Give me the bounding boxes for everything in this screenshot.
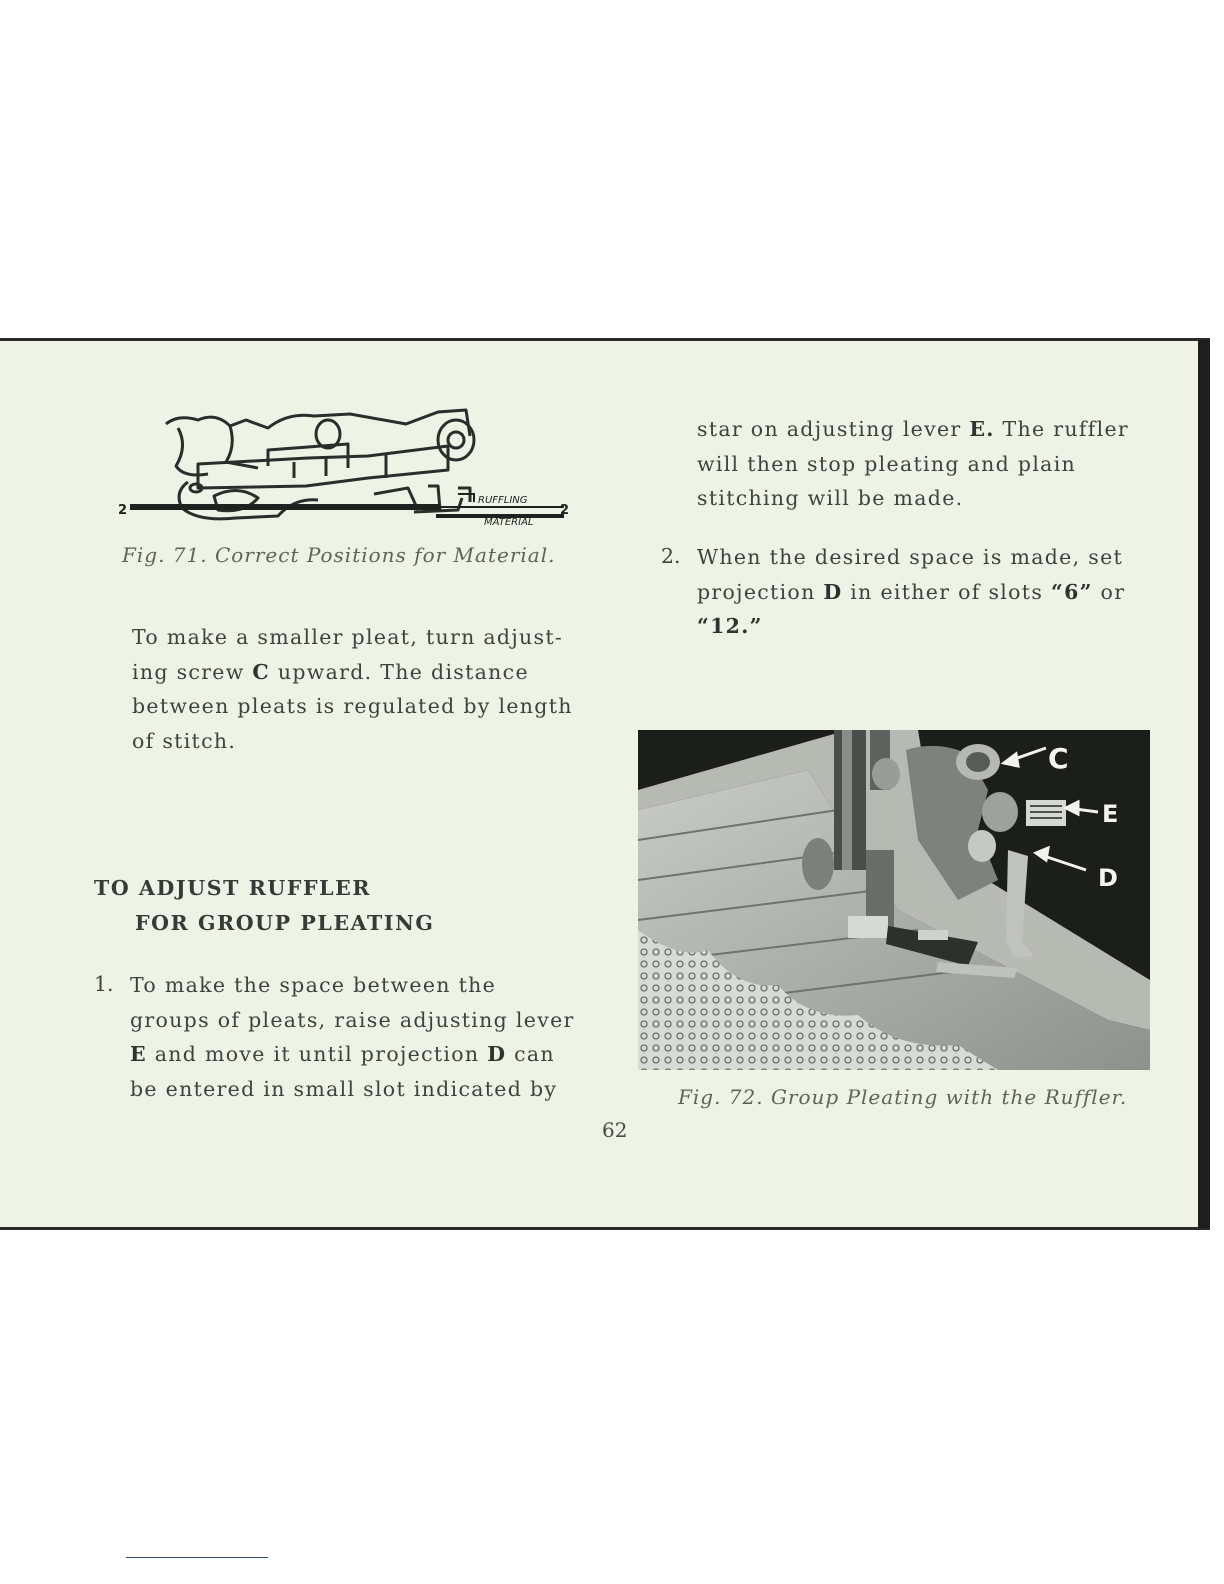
- step-1-continued: [697, 412, 1153, 516]
- step-1-number: 1.: [94, 972, 114, 996]
- step-1-line-2: groups of pleats, raise adjusting lever: [130, 1007, 575, 1032]
- step-2-number: 2.: [661, 544, 681, 568]
- figure-71-label-ruffling: RUFFLING: [478, 495, 528, 506]
- step-1-line-1: To make the space between the: [130, 973, 497, 997]
- scan-edge: [1198, 340, 1210, 1228]
- figure-72-label-d: D: [1098, 864, 1118, 892]
- figure-71-marker-left: 2: [118, 503, 128, 518]
- footer-rule: [126, 1557, 268, 1558]
- figure-71-marker-right: 2: [560, 503, 570, 518]
- left-paragraph-line-3: between pleats is regulated by length: [132, 694, 573, 718]
- figure-72-label-e: E: [1102, 800, 1119, 828]
- step-2-line-1: When the desired space is made, set: [697, 545, 1124, 569]
- step-2-text: [697, 540, 1153, 644]
- figure-72-label-c: C: [1048, 742, 1069, 775]
- figure-71-label-material: MATERIAL: [484, 517, 534, 528]
- left-paragraph-line-2: ing screw C upward. The distance: [132, 659, 529, 684]
- figure-71-caption: Fig. 71. Correct Positions for Material.: [122, 543, 556, 567]
- step-1-text: [130, 968, 585, 1106]
- figure-72-photo: [638, 730, 1150, 1070]
- step-2-line-3: “12.”: [697, 614, 763, 638]
- section-heading-line-2: FOR GROUP PLEATING: [135, 911, 435, 935]
- step-1-continued-line-3: stitching will be made.: [697, 486, 964, 510]
- page-number: 62: [602, 1118, 628, 1142]
- section-heading-line-1: TO ADJUST RUFFLER: [94, 876, 372, 900]
- step-2-line-2: projection D in either of slots “6” or: [697, 579, 1126, 604]
- left-paragraph-line-1: To make a smaller pleat, turn adjust-: [132, 625, 564, 649]
- step-1-line-4: be entered in small slot indicated by: [130, 1076, 558, 1101]
- figure-72-caption: Fig. 72. Group Pleating with the Ruffler.: [678, 1085, 1128, 1109]
- left-paragraph-line-4: of stitch.: [132, 728, 237, 753]
- step-1-continued-line-2: will then stop pleating and plain: [697, 451, 1077, 476]
- left-paragraph: [132, 620, 588, 758]
- figure-71-drawing: [118, 406, 590, 530]
- step-1-continued-line-1: star on adjusting lever E. The ruffler: [697, 417, 1130, 441]
- step-1-line-3: E and move it until projection D can: [130, 1042, 555, 1066]
